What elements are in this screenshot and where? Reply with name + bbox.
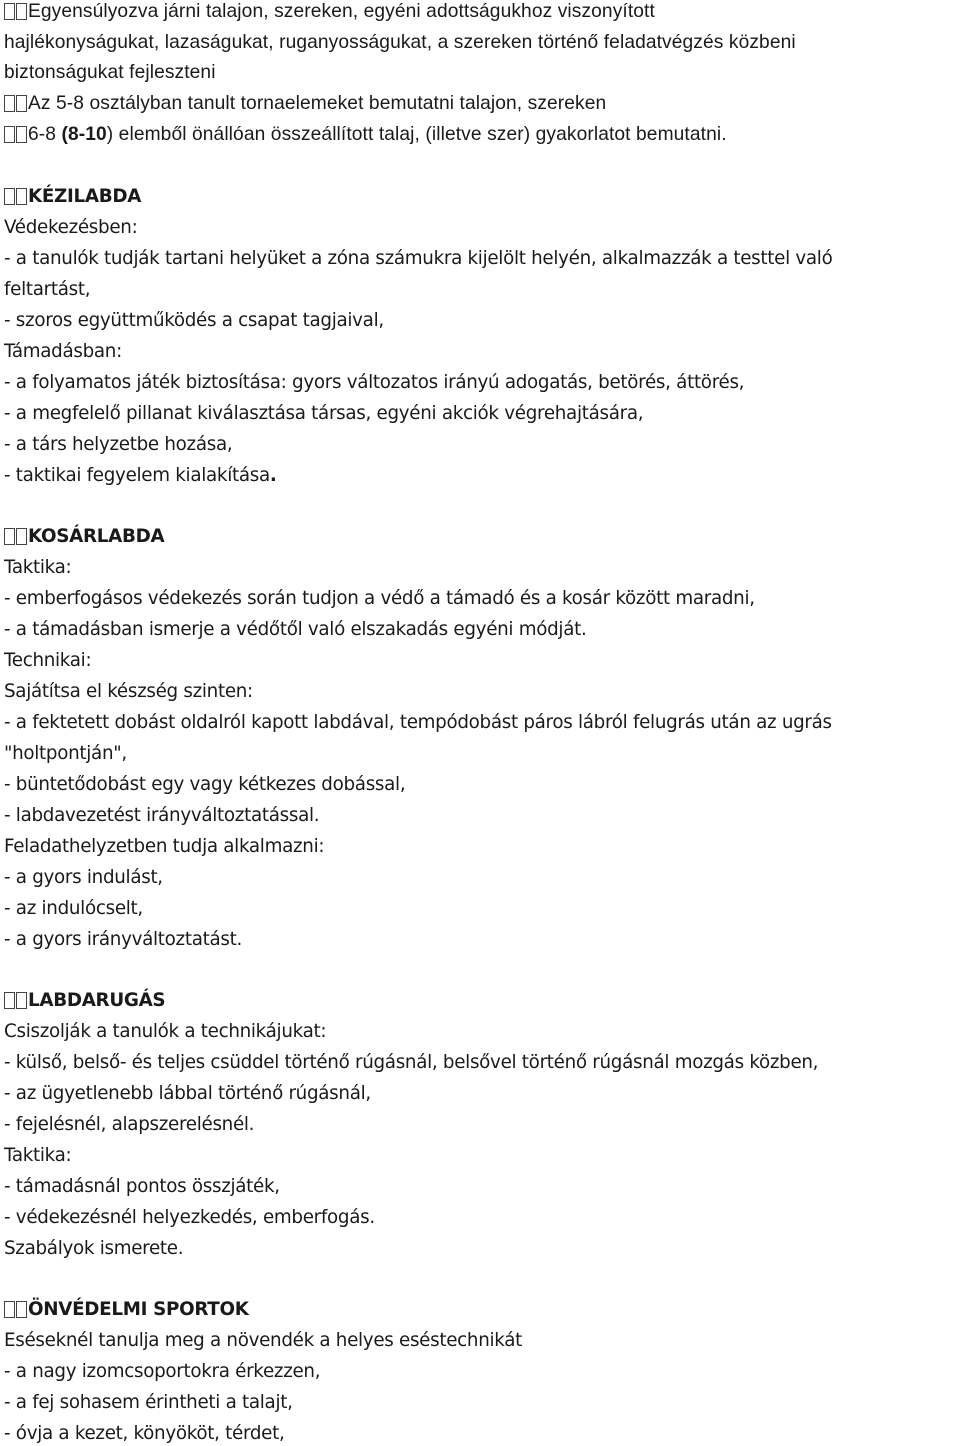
kezilabda-line: - taktikai fegyelem kialakítása. — [4, 465, 277, 486]
missing-glyph-icon — [4, 188, 15, 205]
intro-line-2: hajlékonyságukat, lazaságukat, ruganyosságukat, a szereken történő feladatvégzés közbeni — [4, 32, 796, 53]
kezilabda-line: Támadásban: — [4, 341, 122, 362]
labdarugas-line: - az ügyetlenebb lábbal történő rúgásnál, — [4, 1083, 371, 1104]
onvedelmi-line: Eséseknél tanulja meg a növendék a helyes eséstechnikát — [4, 1330, 523, 1351]
kosarlabda-line: "holtpontján", — [4, 743, 127, 764]
missing-glyph-icon — [4, 126, 15, 143]
kosarlabda-line: - a fektetett dobást oldalról kapott labdával, tempódobást páros lábról felugrás után az ugrás — [4, 712, 832, 733]
missing-glyph-icon — [16, 126, 27, 143]
kosarlabda-line: - labdavezetést irányváltoztatással. — [4, 805, 320, 826]
kosarlabda-line: - büntetődobást egy vagy kétkezes dobással, — [4, 774, 406, 795]
kezilabda-line: - a megfelelő pillanat kiválasztása társas, egyéni akciók végrehajtására, — [4, 403, 644, 424]
missing-glyph-icon — [16, 3, 27, 20]
onvedelmi-line: - a nagy izomcsoportokra érkezzen, — [4, 1361, 321, 1382]
missing-glyph-icon — [16, 992, 27, 1009]
missing-glyph-icon — [16, 528, 27, 545]
labdarugas-line: - fejelésnél, alapszerelésnél. — [4, 1114, 255, 1135]
labdarugas-line: - védekezésnél helyezkedés, emberfogás. — [4, 1207, 375, 1228]
kosarlabda-line: - a támadásban ismerje a védőtől való elszakadás egyéni módját. — [4, 619, 587, 640]
kosarlabda-line: - a gyors indulást, — [4, 867, 163, 888]
labdarugas-line: - támadásnál pontos összjáték, — [4, 1176, 280, 1197]
labdarugas-line: - külső, belső- és teljes csüddel történő rúgásnál, belsővel történő rúgásnál mozgás közben, — [4, 1052, 819, 1073]
onvedelmi-line: - a fej sohasem érintheti a talajt, — [4, 1392, 293, 1413]
section-heading-onvedelmi-sportok: ÖNVÉDELMI SPORTOK — [4, 1299, 249, 1321]
labdarugas-line: Csiszolják a tanulók a technikájukat: — [4, 1021, 327, 1042]
intro-line-3: biztonságukat fejleszteni — [4, 62, 216, 83]
kezilabda-line: - szoros együttműködés a csapat tagjaival, — [4, 310, 384, 331]
kezilabda-line: - a tanulók tudják tartani helyüket a zóna számukra kijelölt helyén, alkalmazzák a testtel való — [4, 248, 833, 269]
kosarlabda-line: - a gyors irányváltoztatást. — [4, 929, 242, 950]
kosarlabda-line: Feladathelyzetben tudja alkalmazni: — [4, 836, 325, 857]
section-heading-kezilabda: KÉZILABDA — [4, 186, 141, 208]
intro-line-1: Egyensúlyozva járni talajon, szereken, egyéni adottságukhoz viszonyított — [4, 1, 655, 23]
kezilabda-line: - a folyamatos játék biztosítása: gyors változatos irányú adogatás, betörés, áttörés, — [4, 372, 745, 393]
labdarugas-line: Taktika: — [4, 1145, 72, 1166]
labdarugas-line: Szabályok ismerete. — [4, 1238, 184, 1259]
kezilabda-line: - a társ helyzetbe hozása, — [4, 434, 233, 455]
section-heading-labdarugas: LABDARUGÁS — [4, 990, 165, 1012]
kosarlabda-line: Sajátítsa el készség szinten: — [4, 681, 253, 702]
onvedelmi-line: - óvja a kezet, könyököt, térdet, — [4, 1423, 285, 1444]
intro-line-4: Az 5-8 osztályban tanult tornaelemeket bemutatni talajon, szereken — [4, 93, 606, 115]
kosarlabda-line: - az indulócselt, — [4, 898, 143, 919]
section-heading-kosarlabda: KOSÁRLABDA — [4, 526, 164, 548]
missing-glyph-icon — [4, 528, 15, 545]
missing-glyph-icon — [16, 1301, 27, 1318]
kezilabda-line: feltartást, — [4, 279, 91, 300]
missing-glyph-icon — [4, 95, 15, 112]
missing-glyph-icon — [16, 95, 27, 112]
missing-glyph-icon — [4, 1301, 15, 1318]
missing-glyph-icon — [4, 992, 15, 1009]
kezilabda-line: Védekezésben: — [4, 217, 138, 238]
intro-line-5: 6-8 (8-10) elemből önállóan összeállított talaj, (illetve szer) gyakorlatot bemutatni. — [4, 124, 727, 146]
kosarlabda-line: - emberfogásos védekezés során tudjon a védő a támadó és a kosár között maradni, — [4, 588, 755, 609]
missing-glyph-icon — [16, 188, 27, 205]
missing-glyph-icon — [4, 3, 15, 20]
kosarlabda-line: Taktika: — [4, 557, 72, 578]
kosarlabda-line: Technikai: — [4, 650, 92, 671]
